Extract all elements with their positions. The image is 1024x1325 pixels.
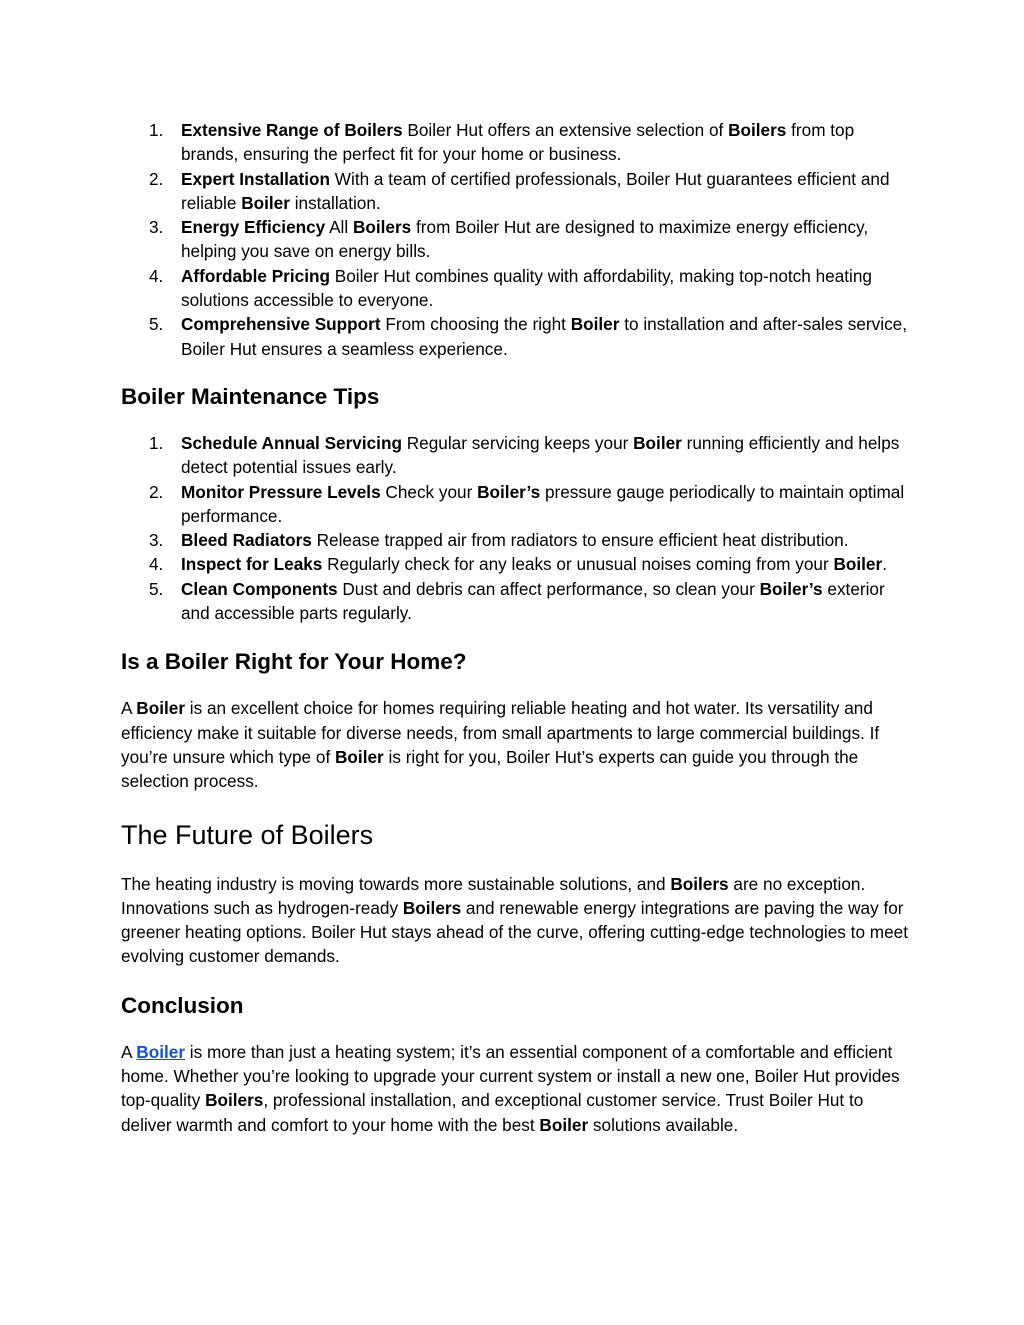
item-text: from Boiler Hut are designed to maximize energy efficiency, helping you save on energy bills. [181, 217, 869, 262]
list-item [121, 480, 911, 529]
bold-term: Boilers [352, 217, 412, 238]
item-title: Bleed Radiators [181, 530, 312, 551]
bold-term: Boilers [728, 120, 787, 140]
item-title: Affordable Pricing [181, 265, 330, 286]
list-number: 3. [149, 530, 164, 551]
paragraph-text: is right for you, Boiler Hut’s experts can guide you through the selection process. [121, 746, 859, 792]
bold-term: Boiler [136, 698, 186, 719]
item-text: pressure gauge periodically to maintain optimal performance. [181, 481, 905, 526]
item-text: . [882, 554, 887, 575]
item-text: Dust and debris can affect performance, so clean your [337, 578, 760, 599]
list-item [121, 577, 911, 626]
conclusion-paragraph [121, 1040, 911, 1137]
paragraph-text: and renewable energy integrations are paving the way for greener heating options. Boiler Hut stays ahead of the curve, offering cutting-edge technologies to meet evolving customer demands. [121, 897, 908, 967]
item-title: Inspect for Leaks [181, 554, 323, 575]
paragraph-text: A [121, 1041, 137, 1062]
item-text: Boiler Hut combines quality with affordability, making top-notch heating solutions accessible to everyone. [181, 265, 872, 311]
item-text: Regular servicing keeps your [401, 432, 634, 453]
bold-term: Boiler [633, 432, 682, 453]
bold-term: Boilers [205, 1090, 264, 1111]
item-text: running efficiently and helps detect potential issues early. [181, 432, 900, 478]
list-item [121, 167, 911, 216]
list-number: 3. [149, 217, 164, 238]
list-number: 1. [149, 432, 164, 453]
item-text: From choosing the right [380, 314, 571, 335]
item-text: With a team of certified professionals, Boiler Hut guarantees efficient and reliable [181, 168, 890, 213]
conclusion-heading: Conclusion [121, 992, 244, 1018]
list-item [121, 118, 911, 167]
item-title: Energy Efficiency [181, 217, 326, 238]
maintenance-heading: Boiler Maintenance Tips [121, 383, 380, 409]
list-number: 5. [149, 314, 164, 335]
item-text: exterior and accessible parts regularly. [181, 578, 885, 624]
document-page [121, 118, 911, 1137]
list-number: 5. [149, 578, 164, 599]
item-text: Regularly check for any leaks or unusual noises coming from your [322, 554, 834, 575]
item-text: from top brands, ensuring the perfect fit for your home or business. [181, 120, 855, 165]
list-number: 2. [149, 481, 164, 502]
paragraph-text: is more than just a heating system; it’s an essential component of a comfortable and efficient home. Whether you’re looking to upgrade your current system or install a new one, Boiler Hut provides top-quality [121, 1041, 900, 1111]
bold-term: Boiler [241, 192, 290, 213]
item-title: Extensive Range of Boilers [181, 120, 403, 140]
boiler-link[interactable]: Boiler [136, 1041, 186, 1062]
item-title: Comprehensive Support [181, 314, 381, 335]
future-heading: The Future of Boilers [121, 819, 374, 850]
list-item [121, 552, 911, 576]
paragraph-text: solutions available. [588, 1114, 739, 1135]
bold-term: Boilers [670, 873, 729, 894]
future-paragraph [121, 872, 911, 969]
list-item [121, 312, 911, 361]
bold-term: Boiler [833, 554, 883, 575]
list-item [121, 215, 911, 264]
item-title: Expert Installation [181, 168, 330, 189]
item-text: installation. [289, 192, 381, 213]
item-text: Release trapped air from radiators to ensure efficient heat distribution. [311, 530, 849, 551]
list-item [121, 528, 911, 552]
paragraph-text: are no exception. Innovations such as hydrogen-ready [121, 873, 866, 918]
item-title: Clean Components [181, 578, 338, 599]
item-title: Schedule Annual Servicing [181, 432, 402, 453]
item-text: to installation and after-sales service, Boiler Hut ensures a seamless experience. [181, 314, 907, 359]
bold-term: Boiler [539, 1114, 589, 1135]
list-item [121, 431, 911, 480]
list-number: 1. [149, 120, 164, 140]
paragraph-text: A [121, 698, 137, 719]
maintenance-list [121, 431, 911, 625]
item-title: Monitor Pressure Levels [181, 481, 381, 502]
bold-term: Boiler’s [759, 578, 823, 599]
right-for-home-paragraph [121, 696, 911, 793]
paragraph-text: is an excellent choice for homes requiring reliable heating and hot water. Its versatility and efficiency make it suitable for diverse needs, from small apartments to large commercial buildings. If you’re unsure which type of [121, 698, 880, 767]
item-text: Check your [380, 481, 478, 502]
why-choose-list [121, 118, 911, 361]
list-number: 2. [149, 168, 164, 189]
item-text: Boiler Hut offers an extensive selection of [402, 120, 729, 140]
bold-term: Boiler’s [477, 481, 541, 502]
bold-term: Boilers [402, 897, 462, 918]
bold-term: Boiler [335, 746, 384, 767]
list-item [121, 264, 911, 313]
item-text: All [325, 217, 353, 238]
list-number: 4. [149, 554, 164, 575]
right-for-home-heading: Is a Boiler Right for Your Home? [121, 649, 467, 675]
list-number: 4. [149, 265, 164, 286]
paragraph-text: The heating industry is moving towards more sustainable solutions, and [121, 873, 671, 894]
paragraph-text: , professional installation, and exceptional customer service. Trust Boiler Hut to deliver warmth and comfort to your home with the best [121, 1090, 864, 1135]
bold-term: Boiler [570, 314, 620, 335]
